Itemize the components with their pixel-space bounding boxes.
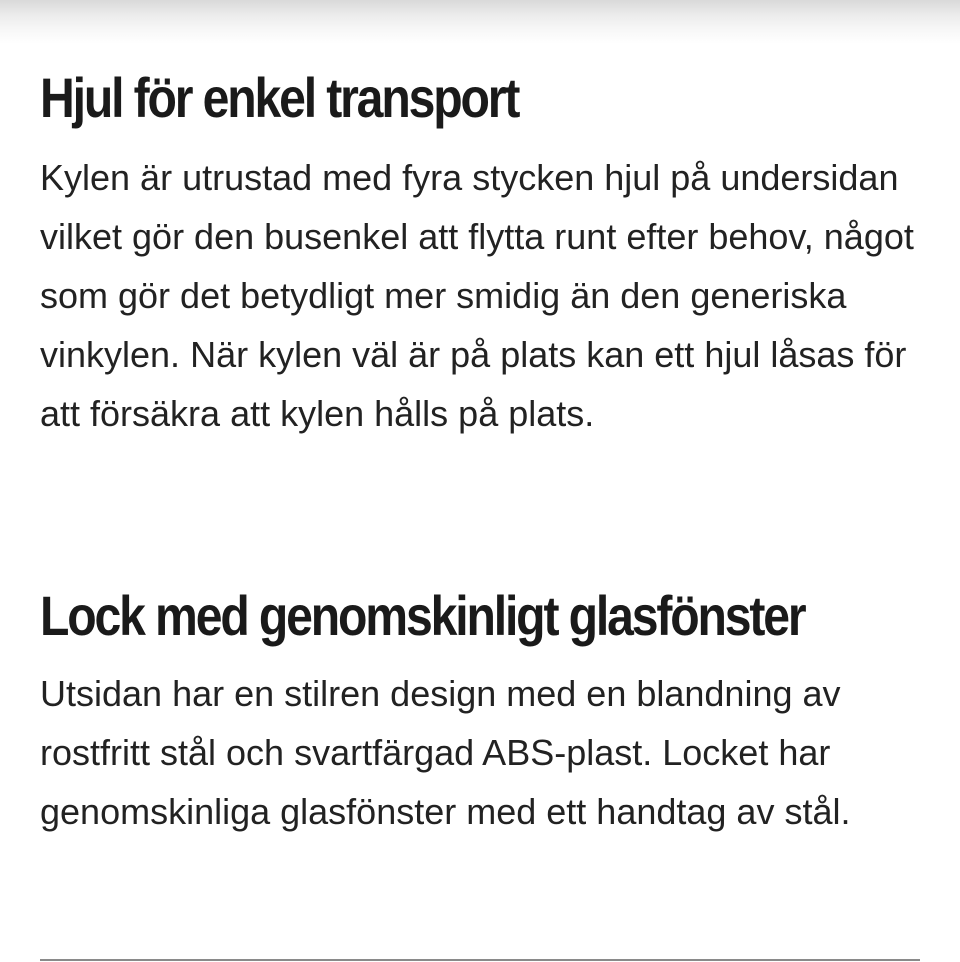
divider	[40, 959, 920, 961]
section-heading-wheels: Hjul för enkel transport	[40, 66, 519, 129]
section-body-lid: Utsidan har en stilren design med en blandning av rostfritt stål och svartfärgad ABS-plast. Locket har genomskinliga glasfönster med ett handtag av stål.	[40, 673, 851, 832]
header-shadow	[0, 0, 960, 44]
section-heading-lid: Lock med genomskinligt glasfönster	[40, 584, 805, 647]
section-body-wheels: Kylen är utrustad med fyra stycken hjul på undersidan vilket gör den busenkel att flytta runt efter behov, något som gör det betydligt mer smidig än den generiska vinkylen. När kylen väl är på plats kan ett hjul låsas för att försäkra att kylen hålls på plats.	[40, 157, 914, 434]
